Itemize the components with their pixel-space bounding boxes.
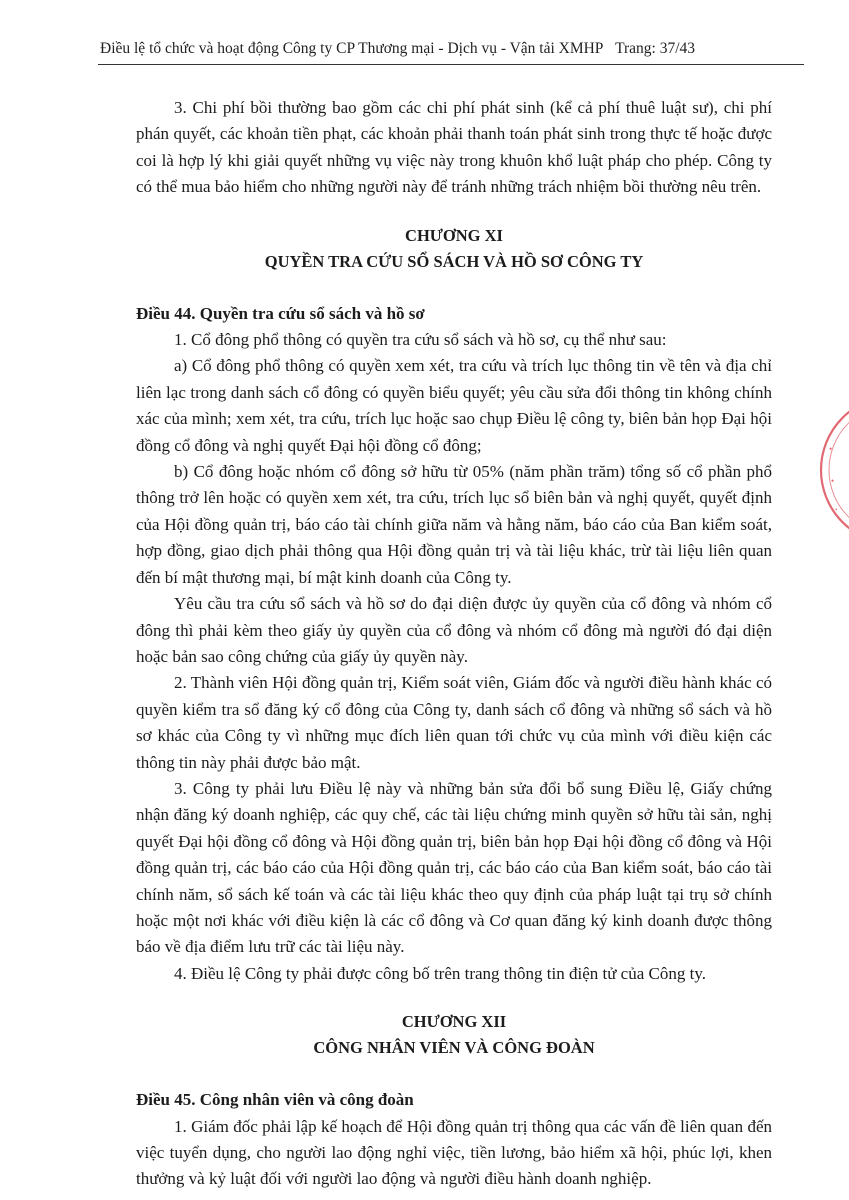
article-44-p3: 3. Công ty phải lưu Điều lệ này và những bản sửa đổi bổ sung Điều lệ, Giấy chứng nhận đăng ký doanh nghiệp, các quy chế, các tài liệu chứng minh quyền sở hữu tài sản, nghị quyết Đại hội đồng cổ đông và Hội đồng quản trị, biên bản họp Đại hội đồng cổ đông và Hội đồng quản trị, các báo cáo của Hội đồng quản trị, các báo cáo của Ban kiểm soát, báo cáo tài chính năm, sổ sách kế toán và các tài liệu khác theo quy định của pháp luật tại trụ sở chính hoặc một nơi khác với điều kiện là các cổ đông và Cơ quan đăng ký kinh doanh được thông báo về địa điểm lưu trữ các tài liệu này. (136, 778, 772, 957)
chapter-11-number: CHƯƠNG XI (405, 225, 503, 245)
chapter-11-title: QUYỀN TRA CỨU SỔ SÁCH VÀ HỒ SƠ CÔNG TY (264, 251, 644, 271)
article-44-p1c: Yêu cầu tra cứu sổ sách và hồ sơ do đại diện được ủy quyền của cổ đông và nhóm cổ đông thì phải kèm theo giấy ủy quyền của cổ đông và nhóm cổ đông mà người đó đại diện hoặc bản sao công chứng của giấy ủy quyền này. (136, 594, 772, 666)
chapter-12-number: CHƯƠNG XII (401, 1012, 507, 1032)
header-title: Điều lệ tổ chức và hoạt động Công ty CP Thương mại - Dịch vụ - Vận tải XMHP (100, 40, 604, 57)
article-45-title: Điều 45. Công nhân viên và công đoàn (136, 1090, 414, 1110)
header-rule (98, 64, 804, 65)
document-body (136, 95, 772, 1193)
article-44-p1b: b) Cổ đông hoặc nhóm cổ đông sở hữu từ 05% (năm phần trăm) tổng số cổ phần phổ thông trở lên hoặc có quyền xem xét, tra cứu, trích lục sổ biên bản và nghị quyết, quyết định của Hội đồng quản trị, báo cáo tài chính giữa năm và hằng năm, báo cáo của Ban kiểm soát, hợp đồng, giao dịch phải thông qua Hội đồng quản trị và tài liệu khác, trừ tài liệu liên quan đến bí mật thương mại, bí mật kinh doanh của Công ty. (136, 462, 772, 587)
article-44-p1: 1. Cổ đông phổ thông có quyền tra cứu sổ sách và hồ sơ, cụ thể như sau: (174, 330, 667, 350)
paragraph-intro-3: 3. Chi phí bồi thường bao gồm các chi phí phát sinh (kể cả phí thuê luật sư), chi phí phán quyết, các khoản tiền phạt, các khoản phải thanh toán phát sinh trong thực tế hoặc được coi là hợp lý khi giải quyết những vụ việc này trong khuôn khổ luật pháp cho phép. Công ty có thể mua bảo hiểm cho những người này để tránh những trách nhiệm bồi thường nêu trên. (136, 98, 772, 197)
svg-text:•: • (829, 444, 833, 454)
header-page-number: Trang: 37/43 (615, 40, 696, 57)
red-seal-stamp (815, 400, 849, 540)
article-44-title: Điều 44. Quyền tra cứu sổ sách và hồ sơ (136, 303, 425, 323)
seal-graphic (815, 400, 849, 540)
chapter-12-title: CÔNG NHÂN VIÊN VÀ CÔNG ĐOÀN (313, 1038, 595, 1058)
svg-text:•: • (831, 476, 835, 486)
article-45-p1: 1. Giám đốc phải lập kế hoạch để Hội đồng quản trị thông qua các vấn đề liên quan đến việc tuyển dụng, cho người lao động nghỉ việc, tiền lương, bảo hiểm xã hội, phúc lợi, khen thưởng và kỷ luật đối với người lao động và người điều hành doanh nghiệp. (136, 1116, 772, 1189)
article-44-p1a: a) Cổ đông phổ thông có quyền xem xét, tra cứu và trích lục thông tin về tên và địa chỉ liên lạc trong danh sách cổ đông có quyền biểu quyết; yêu cầu sửa đổi thông tin không chính xác của mình; xem xét, tra cứu, trích lục hoặc sao chụp Điều lệ công ty, biên bản họp Đại hội đồng cổ đông và nghị quyết Đại hội đồng cổ đông; (136, 356, 772, 455)
article-44-p2: 2. Thành viên Hội đồng quản trị, Kiểm soát viên, Giám đốc và người điều hành khác có quyền kiểm tra sổ đăng ký cổ đông của Công ty, danh sách cổ đông và những sổ sách và hồ sơ khác của Công ty vì những mục đích liên quan tới chức vụ của mình với điều kiện các thông tin này phải được bảo mật. (136, 673, 772, 772)
svg-text:•: • (835, 506, 838, 514)
page-header (100, 40, 800, 58)
article-44-p4: 4. Điều lệ Công ty phải được công bố trên trang thông tin điện tử của Công ty. (174, 963, 706, 983)
